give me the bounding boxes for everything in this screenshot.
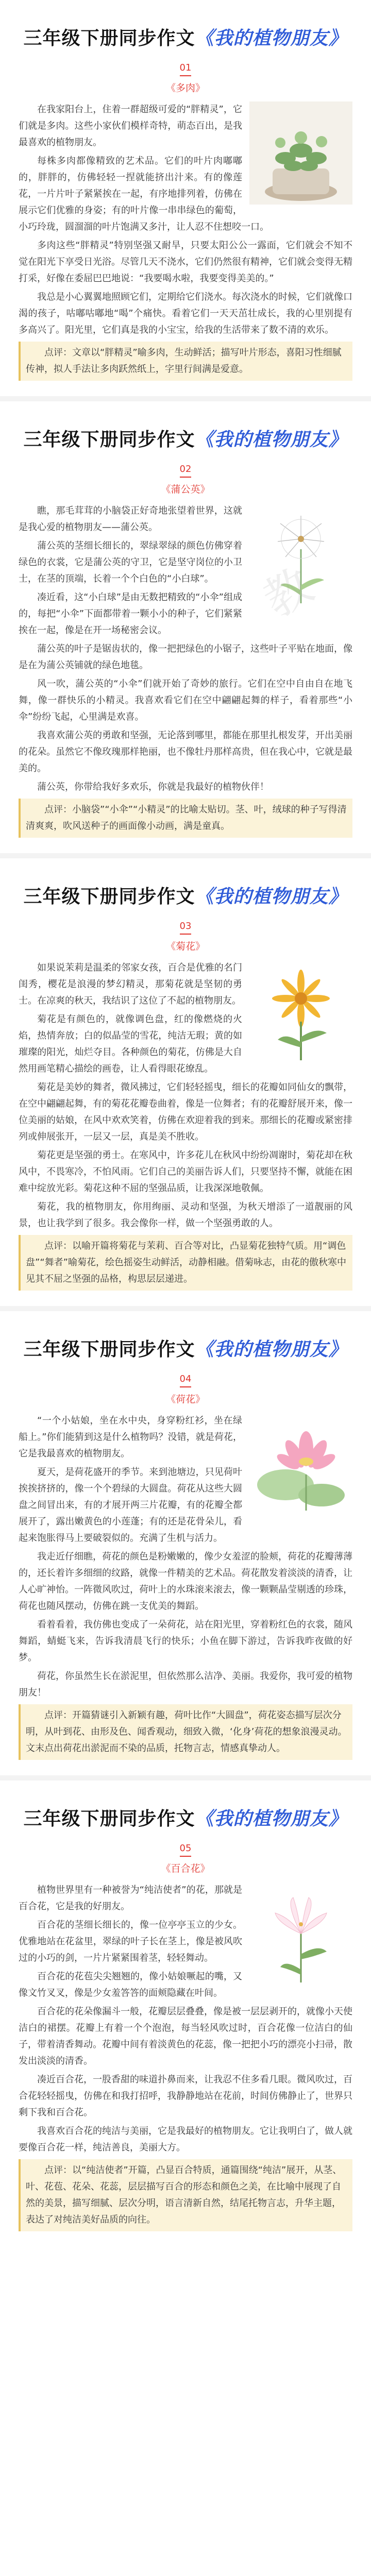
essay-body xyxy=(19,1882,352,2231)
essay-title xyxy=(19,1804,352,1831)
essay-paragraph: 蒲公英的叶子是锯齿状的，像一把把绿色的小锯子，这些叶子平贴在地面，像是在为蒲公英铺就的绿色地毯。 xyxy=(19,643,352,671)
essay-paragraph: 百合花的花朵像漏斗一般，花瓣层层叠叠，像是被一层层剥开的，就像小天使洁白的裙摆。花瓣上有着一个个泡泡，每当轻风吹过时，百合花像一位洁白的仙子，带着清香舞动。花瓣中间有着淡黄色的花蕊，像一把把小巧的漂亮小扫帚，散发出淡淡的清香。 xyxy=(19,2006,352,2066)
title-topic: 《我的植物朋友》 xyxy=(195,28,348,49)
essay-title xyxy=(19,425,352,451)
lily-image xyxy=(249,1882,352,1985)
title-grade: 三年级下册同步作文 xyxy=(23,28,195,49)
essay-number: 02 xyxy=(179,464,192,474)
essay-paragraph: 看着看着，我仿佛也变成了一朵荷花，站在阳光里，穿着粉红色的衣裳，随风舞蹈，蜻蜓飞来，告诉我清晨飞行的快乐；小鱼在脚下游过，告诉我昨夜做的好梦。 xyxy=(19,1619,352,1663)
title-topic: 《我的植物朋友》 xyxy=(195,1808,348,1829)
title-topic: 《我的植物朋友》 xyxy=(195,429,348,450)
essay-comment: 点评：文章以“胖精灵”喻多肉，生动鲜活；描写叶片形态，喜阳习性细腻传神，拟人手法让多肉跃然纸上，字里行间满是爱意。 xyxy=(19,342,352,381)
essay-paragraph: 蒲公英的茎细长细长的，翠绿翠绿的颜色仿佛穿着绿色的衣裳，它是蒲公英的守卫，它是坚守岗位的小卫士，在茎的顶端，长着一个个白色的“小白球”。 xyxy=(19,540,242,584)
number-underline xyxy=(180,1856,191,1857)
essay-number: 01 xyxy=(179,62,192,73)
essay-paragraph: 夏天，是荷花盛开的季节。来到池塘边，只见荷叶挨挨挤挤的，像一个个碧绿的大圆盘。荷花从这些大圆盘之间冒出来，有的才展开两三片花瓣，有的花瓣全都展开了，露出嫩黄色的小莲蓬；有的还是花骨朵儿，看起来饱胀得马上要破裂似的。充满了生机与活力。 xyxy=(19,1467,242,1544)
essay-subtitle: 《多肉》 xyxy=(165,82,205,94)
essay-paragraph: 凑近看，这“小白球”是由无数把精致的“小伞”组成的，每把“小伞”下面都带着一颗小小的种子，它们紧紧挨在一起，像是在开一场秘密会议。 xyxy=(19,592,242,636)
essay-subtitle: 《荷花》 xyxy=(165,1394,205,1405)
essay-comment: 点评：以“纯洁使者”开篇，凸显百合特质，通篇围绕“纯洁”展开，从茎、叶、花苞、花朵、花蕊，层层描写百合的形态和颜色之美，在比喻中展现了自然的美景，描写细腻、层次分明，语言清新自然，结尾托物言志，升华主题，表达了对纯洁美好品质的向往。 xyxy=(19,2159,352,2231)
essay-comment: 点评：开篇猜谜引入新颖有趣，荷叶比作“大圆盘”，荷花姿态描写层次分明，从叶到花、由形及色、闻香观动，细致入微，‘化身’荷花的想象浪漫灵动。文末点出荷花出淤泥而不染的品质，托物言志，情感真挚动人。 xyxy=(19,1704,352,1760)
essay-section-chrysanthemum xyxy=(0,853,371,1306)
essay-subtitle: 《菊花》 xyxy=(165,941,205,952)
number-underline xyxy=(180,75,191,76)
essay-paragraph: 植物世界里有一种被誉为“纯洁使者”的花，那就是百合花，它是我的好朋友。 xyxy=(19,1885,242,1912)
number-underline xyxy=(180,1386,191,1387)
essay-paragraph: 菊花是有颜色的，就像调色盘，红的像燃烧的火焰，热情奔放；白的似晶莹的雪花，纯洁无瑕；黄的如璀璨的阳光，灿烂夺目。各种颜色的菊花，仿佛是大自然用画笔精心描绘的画卷，让人看得眼花缭乱。 xyxy=(19,1014,242,1074)
number-underline xyxy=(180,934,191,935)
essay-comment: 点评：小脑袋”“小伞”“小精灵”的比喻太贴切。茎、叶，绒球的种子写得清清爽爽，吹风送种子的画面像小动画，满是童真。 xyxy=(19,799,352,838)
bottom-spacer xyxy=(0,2247,371,2278)
essay-subtitle: 《蒲公英》 xyxy=(161,484,210,495)
essay-paragraph: 我走近仔细瞧，荷花的颜色是粉嫩嫩的，像少女羞涩的脸颊，荷花的花瓣薄薄的，还长着许多细细的纹路，就像一件精美的艺术品。荷花散发着淡淡的清香，让人心旷神怡。一阵微风吹过，荷叶上的水珠滚来滚去，像一颗颗晶莹剔透的珍珠，荷花也随风摆动，仿佛在跳一支优美的舞蹈。 xyxy=(19,1551,352,1612)
title-grade: 三年级下册同步作文 xyxy=(23,429,195,450)
title-grade: 三年级下册同步作文 xyxy=(23,1808,195,1829)
title-topic: 《我的植物朋友》 xyxy=(195,1339,348,1360)
essay-section-dandelion xyxy=(0,396,371,853)
number-underline xyxy=(180,477,191,478)
essay-paragraph: 荷花，你虽然生长在淤泥里，但依然那么洁净、美丽。我爱你，我可爱的植物朋友！ xyxy=(19,1671,352,1698)
essay-paragraph: 多肉这些“胖精灵”特别坚强又耐旱，只要太阳公公一露面，它们就会不知不觉在阳光下享受日光浴。尽管几天不浇水，它们仍然很有精神，它们就会变得无精打采，好像在委屈巴巴地说：“我要喝水啦，我要变得美美的。” xyxy=(19,240,352,284)
essay-section-succulent xyxy=(0,0,371,396)
essay-paragraph: 百合花的花苞尖尖翘翘的，像小姑娘噘起的嘴，又像文竹叉叉，像是少女羞答答的面颊隐藏在叶间。 xyxy=(19,1971,242,1998)
essay-title xyxy=(19,1335,352,1361)
essay-number: 05 xyxy=(179,1843,192,1854)
essay-body xyxy=(19,101,352,381)
essay-number: 04 xyxy=(179,1374,192,1384)
essay-paragraph: 菊花，我的植物朋友，你用绚丽、灵动和坚强，为秋天增添了一道靓丽的风景，也让我学到了很多。我会像你一样，做一个坚强勇敢的人。 xyxy=(19,1201,352,1229)
succulent-image xyxy=(249,101,352,205)
essay-paragraph: 蒲公英，你带给我好多欢乐，你就是我最好的植物伙伴！ xyxy=(37,782,269,792)
lotus-image xyxy=(249,1413,352,1516)
essay-paragraph: “一个小姑娘，坐在水中央，身穿粉红衫，坐在绿船上。”你们能猜到这是什么植物吗？没错，就是荷花，它是我最喜欢的植物朋友。 xyxy=(19,1415,242,1459)
essay-paragraph: 如果说茉莉是温柔的邻家女孩，百合是优雅的名门闺秀，樱花是浪漫的梦幻精灵，那菊花就是坚韧的勇士。在凉爽的秋天，我结识了这位了不起的植物朋友。 xyxy=(19,962,242,1006)
essay-paragraph: 百合花的茎细长细长的，像一位亭亭玉立的少女。优雅地站在花盆里，翠绿的叶子长在茎上，像是被风吹过的小巧的剑，一片片紧紧围着茎，轻轻舞动。 xyxy=(19,1920,242,1963)
essay-paragraph: 凑近百合花，一股香甜的味道扑鼻而来，让我忍不住多看几眼。微风吹过，百合花轻轻摇曳，仿佛在和我打招呼，我静静地站在花前，时间仿佛静止了，世界只剩下我和百合花。 xyxy=(19,2074,352,2118)
title-grade: 三年级下册同步作文 xyxy=(23,886,195,907)
chrysanthemum-image xyxy=(249,960,352,1063)
essay-paragraph: 瞧，那毛茸茸的小脑袋正好奇地张望着世界，这就是我心爱的植物朋友——蒲公英。 xyxy=(19,505,242,533)
essay-number: 03 xyxy=(179,921,192,931)
essay-paragraph: 菊花是美妙的舞者，微风拂过，它们轻轻摇曳，细长的花瓣如同仙女的飘带，在空中翩翩起舞，有的菊花花瓣卷曲着，像是一位舞者；有的花瓣舒展开来，像一位美丽的姑娘，在风中欢欢笑着，仿佛在欢迎着我的到来。那细长的花瓣或紧密排列或伸展张开，一层又一层，真是美不胜收。 xyxy=(19,1082,352,1142)
essay-paragraph: 菊花更是坚强的勇士。在寒风中，许多花儿在秋风中纷纷凋谢时，菊花却在秋风中，不畏寒冷，不怕风雨。它们自己的美丽告诉人们，只要坚持不懈，就能在困难中绽放光彩。菊花这种不屈的坚强品质，让我深深地敬佩。 xyxy=(19,1150,352,1194)
essay-section-lotus xyxy=(0,1306,371,1775)
title-grade: 三年级下册同步作文 xyxy=(23,1339,195,1360)
essay-paragraph: 我总是小心翼翼地照顾它们，定期给它们浇水。每次浇水的时候，它们就像口渴的孩子，咕嘟咕嘟地“喝”个痛快。看着它们一天天茁壮成长，我的心里别提有多高兴了。阳光里，它们真是我的小宝宝，给我的生活带来了数不清的欢乐。 xyxy=(19,292,352,335)
essay-paragraph: 风一吹，蒲公英的“小伞”们就开始了奇妙的旅行。它们在空中自由自在地飞舞，像一群快乐的小精灵。我喜欢看它们在空中翩翩起舞的样子，看着那些“小伞”纷纷飞起，心里满是欢喜。 xyxy=(19,679,352,722)
essay-paragraph: 每株多肉都像精致的艺术品。它们的叶片肉嘟嘟的，胖胖的，仿佛轻轻一捏就能挤出汁来。有的像莲花，一片片叶子紧紧挨在一起，有序地排列着，仿佛在展示它们优雅的身姿；有的叶片像一串串绿色的葡萄，小巧玲珑，圆溜溜的叶片饱满又多汁，让人忍不住想咬一口。 xyxy=(19,156,269,232)
title-topic: 《我的植物朋友》 xyxy=(195,886,348,907)
essay-body xyxy=(19,960,352,1291)
essay-comment: 点评：以喻开篇将菊花与茉莉、百合等对比，凸显菊花独特气质。用“调色盘”“舞者”喻菊花，绘色摇姿生动鲜活，动静相融。借菊咏志，由花的傲秋寒中见其不屈之坚强的品格，构思层层递进。 xyxy=(19,1235,352,1291)
essay-subtitle: 《百合花》 xyxy=(161,1863,210,1874)
essay-body xyxy=(19,503,352,838)
essay-title xyxy=(19,882,352,908)
essay-body xyxy=(19,1413,352,1760)
essay-paragraph: 我喜欢百合花的纯洁与美丽，它是我最好的植物朋友。它让我明白了，做人就要像百合花一样，纯洁善良，美丽大方。 xyxy=(19,2126,352,2153)
essay-section-lily xyxy=(0,1775,371,2247)
essay-paragraph: 在我家阳台上，住着一群超级可爱的“胖精灵”，它们就是多肉。这些小家伙们模样奇特，萌态百出，是我最喜欢的植物朋友。 xyxy=(19,104,242,148)
dandelion-image xyxy=(249,503,352,606)
essay-paragraph: 我喜欢蒲公英的勇敢和坚强，无论落到哪里，都能在那里扎根发芽，开出美丽的花朵。虽然它不像玫瑰那样艳丽，也不像牡丹那样高贵，但在我心中，它就是最美的。 xyxy=(19,730,352,774)
essay-title xyxy=(19,24,352,50)
